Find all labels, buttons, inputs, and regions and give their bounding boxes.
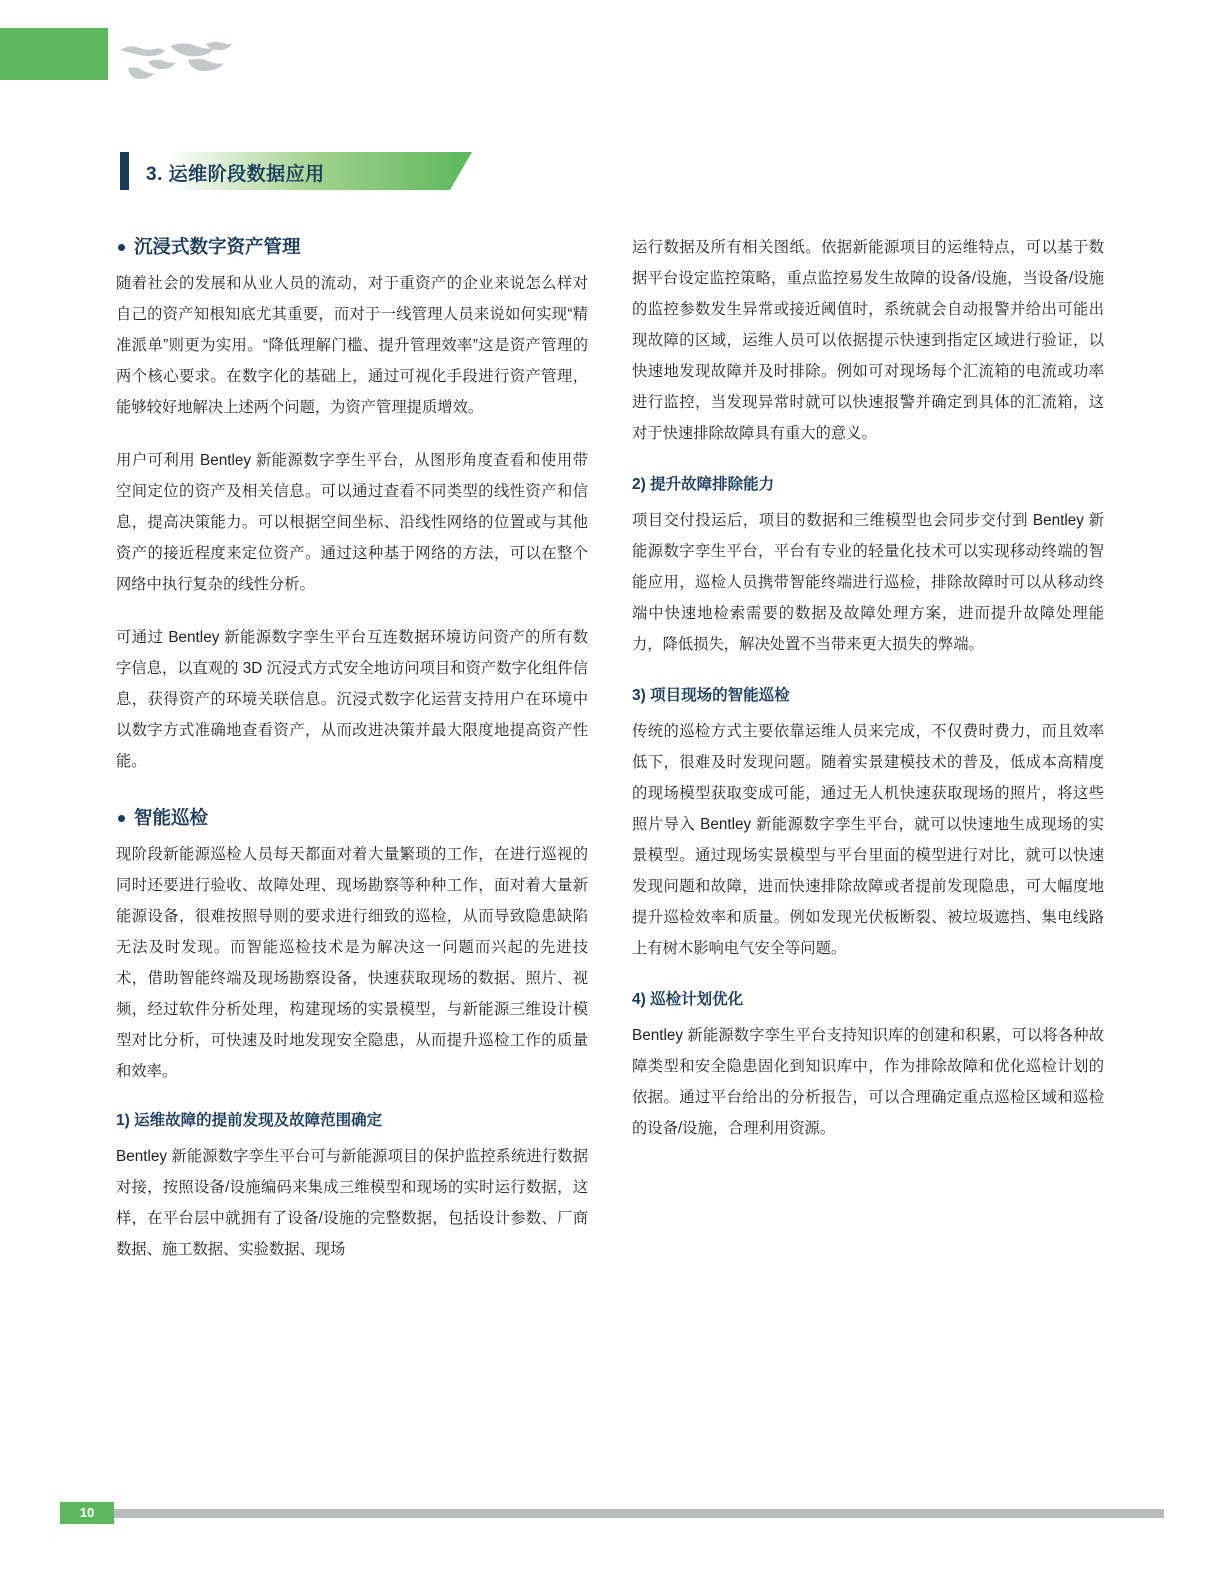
paragraph-asset-3: 可通过 Bentley 新能源数字孪生平台互连数据环境访问资产的所有数字信息，以直观的 3D 沉浸式方式安全地访问项目和资产数字化组件信息，获得资产的环境关联信息。沉浸式数字化运营支持用户在环境中以数字方式准确地查看资产，从而改进决策并最大限度地提高资产性能。: [116, 629, 588, 770]
left-column: [116, 232, 588, 1287]
paragraph-asset-1: 随着社会的发展和从业人员的流动，对于重资产的企业来说怎么样对自己的资产知根知底尤其重要，而对于一线管理人员来说如何实现“精准派单”则更为实用。“降低理解门槛、提升管理效率”这是资产管理的两个核心要求。在数字化的基础上，通过可视化手段进行资产管理，能够较好地解决上述两个问题，为资产管理提质增效。: [116, 275, 588, 416]
section-title: [146, 159, 325, 186]
subheading-inspection-plan-optimization: 4) 巡检计划优化: [632, 991, 744, 1008]
section-title-band: [120, 152, 472, 190]
paragraph-fault-early-detection: Bentley 新能源数字孪生平台可与新能源项目的保护监控系统进行数据对接，按照设备/设施编码来集成三维模型和现场的实时运行数据，这样，在平台层中就拥有了设备/设施的完整数据，包括设计参数、厂商数据、施工数据、实验数据、现场: [116, 1148, 588, 1258]
section-number: 3.: [146, 164, 163, 185]
paragraph-inspection-plan-optimization: Bentley 新能源数字孪生平台支持知识库的创建和积累，可以将各种故障类型和安全隐患固化到知识库中，作为排除故障和优化巡检计划的依据。通过平台给出的分析报告，可以合理确定重点巡检区域和巡检的设备/设施，合理利用资源。: [632, 1027, 1104, 1137]
header-green-block: [0, 28, 108, 80]
section-tick: [120, 152, 129, 190]
subheading-fault-removal: 2) 提升故障排除能力: [632, 476, 775, 493]
footer-rule: [60, 1509, 1164, 1518]
heading-immersive-asset-management: 沉浸式数字资产管理: [116, 232, 588, 262]
subheading-onsite-smart-inspection: 3) 项目现场的智能巡检: [632, 687, 790, 704]
paragraph-fault-early-detection-continued: 运行数据及所有相关图纸。依据新能源项目的运维特点，可以基于数据平台设定监控策略，重点监控易发生故障的设备/设施，当设备/设施的监控参数发生异常或接近阈值时，系统就会自动报警并给出可能出现故障的区域，运维人员可以依据提示快速到指定区域进行验证，以快速地发现故障并及时排除。例如可对现场每个汇流箱的电流或功率进行监控，当发现异常时就可以快速报警并确定到具体的汇流箱，这对于快速排除故障具有重大的意义。: [632, 239, 1104, 442]
paragraph-asset-2: 用户可利用 Bentley 新能源数字孪生平台，从图形角度查看和使用带空间定位的资产及相关信息。可以通过查看不同类型的线性资产和信息，提高决策能力。可以根据空间坐标、沿线性网络的位置或与其他资产的接近程度来定位资产。通过这种基于网络的方法，可以在整个网络中执行复杂的线性分析。: [116, 452, 588, 593]
world-map-icon: [114, 32, 232, 84]
paragraph-inspection-1: 现阶段新能源巡检人员每天都面对着大量繁琐的工作，在进行巡视的同时还要进行验收、故障处理、现场勘察等种种工作，面对着大量新能源设备，很难按照导则的要求进行细致的巡检，从而导致隐患缺陷无法及时发现。而智能巡检技术是为解决这一问题而兴起的先进技术，借助智能终端及现场勘察设备，快速获取现场的数据、照片、视频，经过软件分析处理，构建现场的实景模型，与新能源三维设计模型对比分析，可快速及时地发现安全隐患，从而提升巡检工作的质量和效率。: [116, 846, 588, 1080]
heading-smart-inspection: 智能巡检: [116, 803, 588, 833]
paragraph-onsite-smart-inspection: 传统的巡检方式主要依靠运维人员来完成，不仅费时费力，而且效率低下，很难及时发现问题。随着实景建模技术的普及，低成本高精度的现场模型获取变成可能，通过无人机快速获取现场的照片，将这些照片导入 Bentley 新能源数字孪生平台，就可以快速地生成现场的实景模型。通过现场实景模型与平台里面的模型进行对比，就可以快速发现问题和故障，进而快速排除故障或者提前发现隐患，可大幅度地提升巡检效率和质量。例如发现光伏板断裂、被垃圾遮挡、集电线路上有树木影响电气安全等问题。: [632, 723, 1104, 957]
page-number: 10: [60, 1502, 114, 1524]
right-column: [632, 232, 1104, 1166]
paragraph-fault-removal: 项目交付投运后，项目的数据和三维模型也会同步交付到 Bentley 新能源数字孪生平台，平台有专业的轻量化技术可以实现移动终端的智能应用，巡检人员携带智能终端进行巡检，排除故障时可以从移动终端中快速地检索需要的数据及故障处理方案，进而提升故障处理能力，降低损失，解决处置不当带来更大损失的弊端。: [632, 512, 1104, 653]
section-title-text: 运维阶段数据应用: [168, 164, 325, 185]
subheading-fault-early-detection: 1) 运维故障的提前发现及故障范围确定: [116, 1112, 383, 1129]
